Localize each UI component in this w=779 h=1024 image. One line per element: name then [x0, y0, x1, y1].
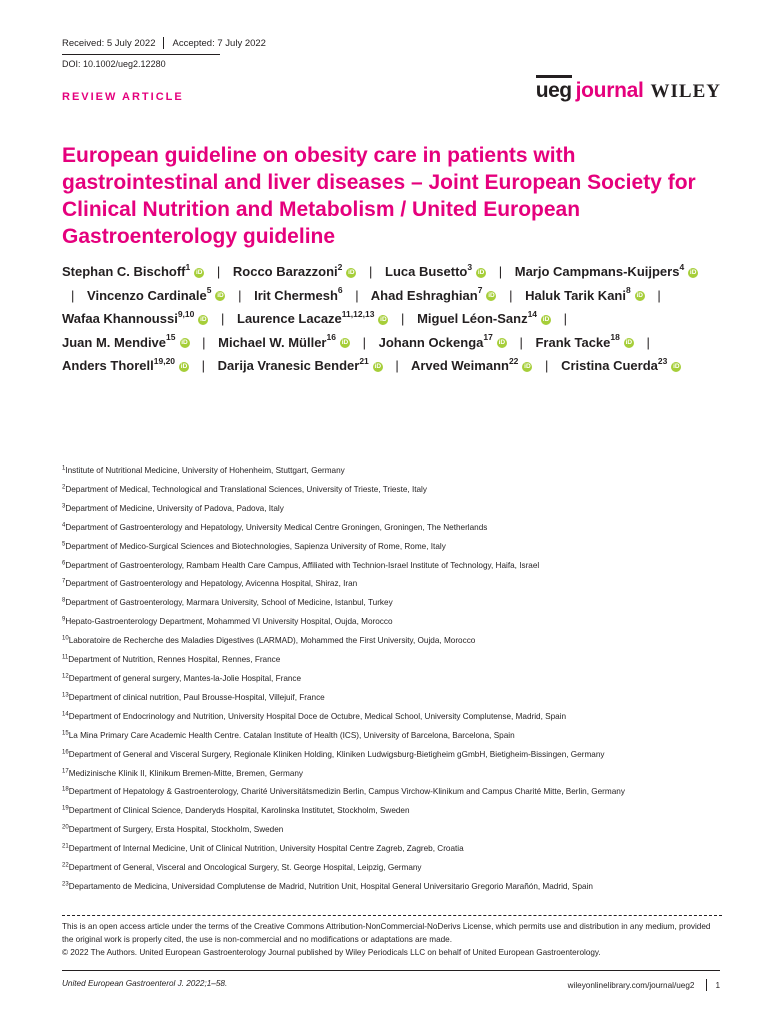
author-name[interactable] [254, 285, 343, 303]
author-name-text: Ahad Eshraghian [370, 287, 478, 303]
article-title: European guideline on obesity care in patients with gastrointestinal and liver diseases – Joint European Society for Clinical Nutrition and Metabolism / United European Gastroenterology guideline [62, 144, 696, 248]
affiliation-number: 4 [62, 521, 66, 528]
affiliation-number: 3 [62, 503, 66, 510]
orcid-icon[interactable]: iD [542, 315, 550, 323]
affiliation-item [62, 821, 722, 840]
author-name-text: Cristina Cuerda [561, 358, 658, 374]
author-name[interactable] [535, 332, 633, 350]
author-affiliation-ref: 2 [337, 261, 343, 272]
author-name-text: Luca Busetto [385, 264, 468, 279]
affiliation-text: Department of Endocrinology and Nutrition, University Hospital Doce de Octubre, Medical School, University Complutense, Madrid, Spain [68, 711, 567, 721]
author-affiliation-ref: 18 [610, 332, 620, 343]
page-number: 1 [715, 980, 720, 990]
author-separator: | [221, 311, 225, 327]
author-separator: | [355, 287, 359, 303]
affiliation-item [62, 878, 722, 897]
author-separator: | [401, 311, 405, 327]
affiliation-text: Department of Gastroenterology and Hepatology, University Medical Centre Groningen, Groningen, The Netherlands [65, 522, 488, 532]
affiliation-list [62, 462, 722, 897]
affiliation-text: Department of Internal Medicine, Unit of Clinical Nutrition, University Hospital Centre Zagreb, Zagreb, Croatia [68, 844, 464, 854]
affiliation-text: Department of Medico-Surgical Sciences and Biotechnologies, Sapienza University of Rome, Rome, Italy [65, 541, 446, 551]
publisher-logo: WILEY [650, 81, 721, 102]
affiliation-text: Department of Nutrition, Rennes Hospital, Rennes, France [68, 655, 281, 665]
author-name-text: Vincenzo Cardinale [87, 287, 207, 303]
affiliation-number: 14 [62, 711, 69, 718]
affiliation-number: 6 [62, 559, 66, 566]
author-name[interactable] [62, 308, 208, 327]
author-name-text: Stephan C. Bischoff [62, 264, 186, 279]
orcid-icon[interactable]: iD [689, 268, 697, 276]
author-affiliation-ref: 21 [359, 356, 369, 367]
affiliation-number: 10 [62, 635, 69, 642]
affiliation-text: Department of general surgery, Mantes-la-Jolie Hospital, France [68, 673, 302, 683]
affiliation-number: 19 [62, 805, 69, 812]
orcid-icon[interactable]: iD [636, 292, 643, 300]
author-list [62, 260, 702, 378]
journal-logo [536, 80, 721, 101]
affiliation-item [62, 840, 722, 859]
orcid-icon[interactable]: iD [625, 339, 633, 347]
author-name[interactable] [87, 285, 225, 303]
author-name-text: Frank Tacke [535, 334, 611, 350]
affiliation-number: 20 [62, 824, 69, 831]
orcid-icon[interactable]: iD [181, 339, 188, 347]
ueg-logo-text: ueg [535, 79, 572, 102]
affiliation-text: Department of General and Visceral Surgery, Regionale Kliniken Holding, Kliniken Ludwigsburg-Bietigheim gGmbH, Bietigheim-Bissingen, Germany [68, 749, 605, 759]
footer-separator [706, 979, 707, 991]
license-notice [62, 915, 722, 959]
affiliation-item [62, 802, 722, 821]
author-affiliation-ref: 6 [337, 285, 343, 296]
orcid-icon[interactable]: iD [673, 362, 680, 370]
author-separator: | [71, 287, 75, 303]
author-affiliation-ref: 14 [527, 308, 538, 319]
affiliation-number: 1 [62, 465, 66, 472]
author-separator: | [201, 358, 206, 374]
author-affiliation-ref: 15 [166, 332, 176, 343]
affiliation-number: 21 [62, 843, 69, 850]
author-affiliation-ref: 9,10 [177, 308, 195, 319]
author-name[interactable] [370, 285, 497, 303]
affiliation-text: Department of General, Visceral and Oncological Surgery, St. George Hospital, Leipzig, Germany [68, 863, 422, 873]
author-name[interactable] [525, 285, 645, 303]
author-name[interactable] [62, 358, 189, 373]
affiliation-item [62, 670, 722, 689]
orcid-icon[interactable]: iD [200, 315, 207, 323]
affiliation-number: 5 [62, 540, 66, 547]
author-affiliation-ref: 3 [467, 261, 473, 272]
author-name-text: Miguel Léon-Sanz [417, 311, 528, 327]
author-separator: | [362, 334, 366, 350]
author-affiliation-ref: 19,20 [153, 356, 176, 367]
author-name-text: Arved Weimann [410, 358, 509, 374]
author-name[interactable] [218, 332, 350, 350]
author-affiliation-ref: 11,12,13 [341, 308, 375, 319]
orcid-icon[interactable]: iD [374, 362, 382, 370]
author-name-text: Haluk Tarik Kani [525, 287, 626, 303]
affiliation-item [62, 575, 722, 594]
affiliation-text: Hepato-Gastroenterology Department, Mohammed VI University Hospital, Oujda, Morocco [65, 617, 393, 627]
affiliation-number: 23 [62, 881, 69, 888]
received-date: Received: 5 July 2022 [62, 37, 156, 49]
page-footer [62, 970, 720, 991]
author-name-text: Darija Vranesic Bender [217, 358, 360, 374]
affiliation-item [62, 689, 722, 708]
affiliation-item [62, 557, 722, 576]
author-name[interactable] [237, 308, 388, 327]
affiliation-text: Institute of Nutritional Medicine, University of Hohenheim, Stuttgart, Germany [65, 466, 345, 475]
affiliation-text: Department of Gastroenterology, Rambam Health Care Campus, Affiliated with Technion-Israel Institute of Technology, Haifa, Israel [65, 560, 540, 570]
affiliation-number: 13 [62, 692, 69, 699]
author-separator: | [395, 358, 399, 374]
author-name[interactable] [411, 358, 532, 373]
author-name[interactable] [218, 358, 383, 373]
orcid-icon[interactable]: iD [380, 315, 387, 323]
author-separator: | [216, 264, 221, 279]
orcid-icon[interactable]: iD [498, 339, 506, 347]
author-affiliation-ref: 8 [625, 285, 631, 296]
affiliation-item [62, 538, 722, 557]
doi[interactable]: DOI: 10.1002/ueg2.12280 [62, 59, 166, 69]
author-affiliation-ref: 17 [483, 332, 493, 343]
orcid-icon[interactable]: iD [348, 268, 355, 276]
author-affiliation-ref: 16 [326, 332, 336, 343]
article-dates [62, 37, 266, 49]
copyright-text: © 2022 The Authors. United European Gastroenterology Journal published by Wiley Periodicals LLC on behalf of United European Gastroenterology. [62, 948, 601, 957]
author-separator: | [369, 264, 373, 279]
affiliation-number: 16 [62, 748, 69, 755]
affiliation-item [62, 859, 722, 878]
author-separator: | [646, 334, 650, 350]
affiliation-text: Department of Hepatology & Gastroenterology, Charité Universitätsmedizin Berlin, Campus Virchow-Klinikum and Campus Charité Mitte, Berlin, Germany [68, 787, 625, 797]
author-separator: | [238, 287, 242, 303]
date-separator [163, 37, 164, 49]
affiliation-text: Department of Gastroenterology, Marmara University, School of Medicine, Istanbul, Turkey [65, 598, 393, 608]
affiliation-item [62, 632, 722, 651]
article-header [62, 37, 266, 69]
author-name[interactable] [417, 308, 551, 327]
author-name[interactable] [514, 261, 698, 279]
author-affiliation-ref: 4 [679, 261, 685, 272]
article-type: REVIEW ARTICLE [62, 91, 184, 103]
author-name[interactable] [385, 261, 486, 279]
affiliation-number: 8 [62, 597, 66, 604]
author-affiliation-ref: 22 [508, 356, 519, 367]
affiliation-item [62, 708, 722, 727]
affiliation-number: 9 [62, 616, 66, 623]
author-name-text: Rocco Barazzoni [232, 264, 338, 279]
header-rule [62, 54, 220, 55]
affiliation-text: Department of Medical, Technological and Translational Sciences, University of Trieste, Trieste, Italy [65, 484, 427, 494]
author-separator: | [657, 287, 661, 303]
author-separator: | [509, 287, 513, 303]
author-separator: | [202, 334, 206, 350]
author-name-text: Johann Ockenga [378, 334, 484, 350]
affiliation-item [62, 462, 722, 481]
author-separator: | [498, 264, 503, 279]
affiliation-number: 22 [62, 862, 69, 869]
accepted-date: Accepted: 7 July 2022 [172, 37, 266, 49]
affiliation-item [62, 727, 722, 746]
author-name-text: Anders Thorell [62, 358, 154, 374]
author-name-text: Laurence Lacaze [237, 311, 342, 327]
affiliation-number: 18 [62, 786, 69, 793]
affiliation-item [62, 519, 722, 538]
affiliation-text: Medizinische Klinik II, Klinikum Bremen-Mitte, Bremen, Germany [68, 768, 304, 778]
license-text: This is an open access article under the terms of the Creative Commons Attribution-NonCommercial-NoDerivs License, which permits use and distribution in any medium, provided the original work is properly cited, the use is non-commercial and no modifications or adaptations are made. [62, 922, 711, 944]
affiliation-text: Departamento de Medicina, Universidad Complutense de Madrid, Nutrition Unit, Hospital General Universitario Gregorio Marañón, Madrid, Spain [68, 881, 593, 891]
author-name-text: Wafaa Khannoussi [62, 311, 178, 327]
orcid-icon[interactable]: iD [477, 268, 485, 276]
affiliation-number: 7 [62, 578, 66, 585]
author-name-text: Marjo Campmans-Kuijpers [514, 264, 680, 279]
journal-logo-text: journal [575, 79, 644, 102]
orcid-icon[interactable]: iD [196, 268, 203, 276]
orcid-icon[interactable]: iD [488, 292, 495, 300]
affiliation-text: La Mina Primary Care Academic Health Centre. Catalan Institute of Health (ICS), University of Barcelona, Barcelona, Spain [68, 730, 515, 740]
orcid-icon[interactable]: iD [217, 292, 224, 300]
journal-reference: United European Gastroenterol J. 2022;1–58. [62, 979, 228, 988]
author-affiliation-ref: 23 [657, 356, 668, 367]
affiliation-item [62, 746, 722, 765]
author-separator: | [545, 358, 549, 374]
journal-url[interactable]: wileyonlinelibrary.com/journal/ueg2 [567, 980, 695, 990]
author-name[interactable] [232, 261, 356, 279]
affiliation-item [62, 613, 722, 632]
affiliation-number: 11 [62, 654, 69, 661]
affiliation-text: Department of Medicine, University of Padova, Padova, Italy [65, 503, 284, 513]
author-name-text: Michael W. Müller [218, 334, 327, 350]
author-separator: | [563, 311, 568, 327]
affiliation-item [62, 594, 722, 613]
affiliation-text: Laboratoire de Recherche des Maladies Digestives (LARMAD), Mohammed the First University, Oujda, Morocco [68, 636, 476, 646]
affiliation-item [62, 500, 722, 519]
author-name-text: Irit Chermesh [254, 287, 338, 303]
affiliation-item [62, 783, 722, 802]
author-name[interactable] [561, 358, 681, 373]
author-separator: | [519, 334, 523, 350]
affiliation-text: Department of Surgery, Ersta Hospital, Stockholm, Sweden [68, 825, 284, 835]
author-affiliation-ref: 7 [477, 285, 483, 296]
affiliation-item [62, 481, 722, 500]
affiliation-number: 15 [62, 729, 69, 736]
author-name[interactable] [62, 332, 190, 350]
orcid-icon[interactable]: iD [341, 339, 349, 347]
author-name-text: Juan M. Mendive [62, 334, 167, 350]
author-name[interactable] [62, 261, 204, 279]
affiliation-item [62, 651, 722, 670]
author-affiliation-ref: 5 [206, 285, 212, 296]
affiliation-text: Department of clinical nutrition, Paul Brousse-Hospital, Villejuif, France [68, 692, 325, 702]
orcid-icon[interactable]: iD [524, 362, 531, 370]
affiliation-number: 12 [62, 673, 69, 680]
affiliation-text: Department of Clinical Science, Danderyds Hospital, Karolinska Institutet, Stockholm, Sweden [68, 806, 410, 816]
orcid-icon[interactable]: iD [180, 362, 188, 370]
affiliation-item [62, 765, 722, 784]
affiliation-number: 2 [62, 484, 66, 491]
author-affiliation-ref: 1 [185, 261, 191, 272]
author-name[interactable] [378, 332, 507, 350]
affiliation-number: 17 [62, 767, 69, 774]
affiliation-text: Department of Gastroenterology and Hepatology, Avicenna Hospital, Shiraz, Iran [65, 579, 358, 589]
